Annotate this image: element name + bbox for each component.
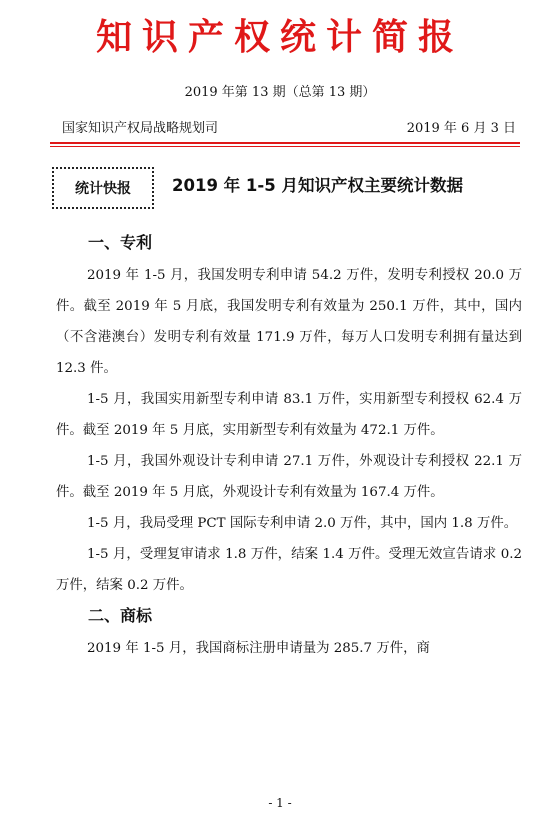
header-divider-thin	[50, 146, 520, 147]
header-divider-thick	[50, 142, 520, 144]
flash-report-badge: 统计快报	[52, 167, 154, 209]
section-trademarks	[56, 601, 522, 664]
paragraph: 1-5 月，我局受理 PCT 国际专利申请 2.0 万件，其中，国内 1.8 万件。	[87, 516, 518, 531]
issue-number: 2019 年第 13 期（总第 13 期）	[184, 85, 376, 100]
paragraph: 1-5 月，受理复审请求 1.8 万件，结案 1.4 万件。受理无效宣告请求 0.2 万件，结案 0.2 万件。	[56, 547, 522, 593]
publisher-row	[62, 120, 516, 138]
document-body	[56, 228, 522, 664]
paragraph: 2019 年 1-5 月，我国发明专利申请 54.2 万件，发明专利授权 20.0 万件。截至 2019 年 5 月底，我国发明专利有效量为 250.1 万件，其中，国内（不含港澳台）发明专利有效量 171.9 万件，每万人口发明专利拥有量达到 12.3 件。	[56, 268, 522, 376]
publish-date: 2019 年 6 月 3 日	[406, 121, 516, 136]
section-heading: 一、专利	[88, 233, 153, 252]
section-heading: 二、商标	[88, 606, 153, 625]
paragraph: 1-5 月，我国外观设计专利申请 27.1 万件，外观设计专利授权 22.1 万件。截至 2019 年 5 月底，外观设计专利有效量为 167.4 万件。	[56, 454, 522, 500]
bulletin-masthead: 知识产权统计简报	[95, 16, 464, 58]
document-title: 2019 年 1-5 月知识产权主要统计数据	[172, 176, 463, 195]
page-number: - 1 -	[268, 796, 292, 810]
paragraph: 1-5 月，我国实用新型专利申请 83.1 万件，实用新型专利授权 62.4 万件。截至 2019 年 5 月底，实用新型专利有效量为 472.1 万件。	[56, 392, 522, 438]
paragraph: 2019 年 1-5 月，我国商标注册申请量为 285.7 万件，商	[87, 641, 430, 656]
publisher-name: 国家知识产权局战略规划司	[62, 121, 219, 136]
section-patents	[56, 228, 522, 601]
